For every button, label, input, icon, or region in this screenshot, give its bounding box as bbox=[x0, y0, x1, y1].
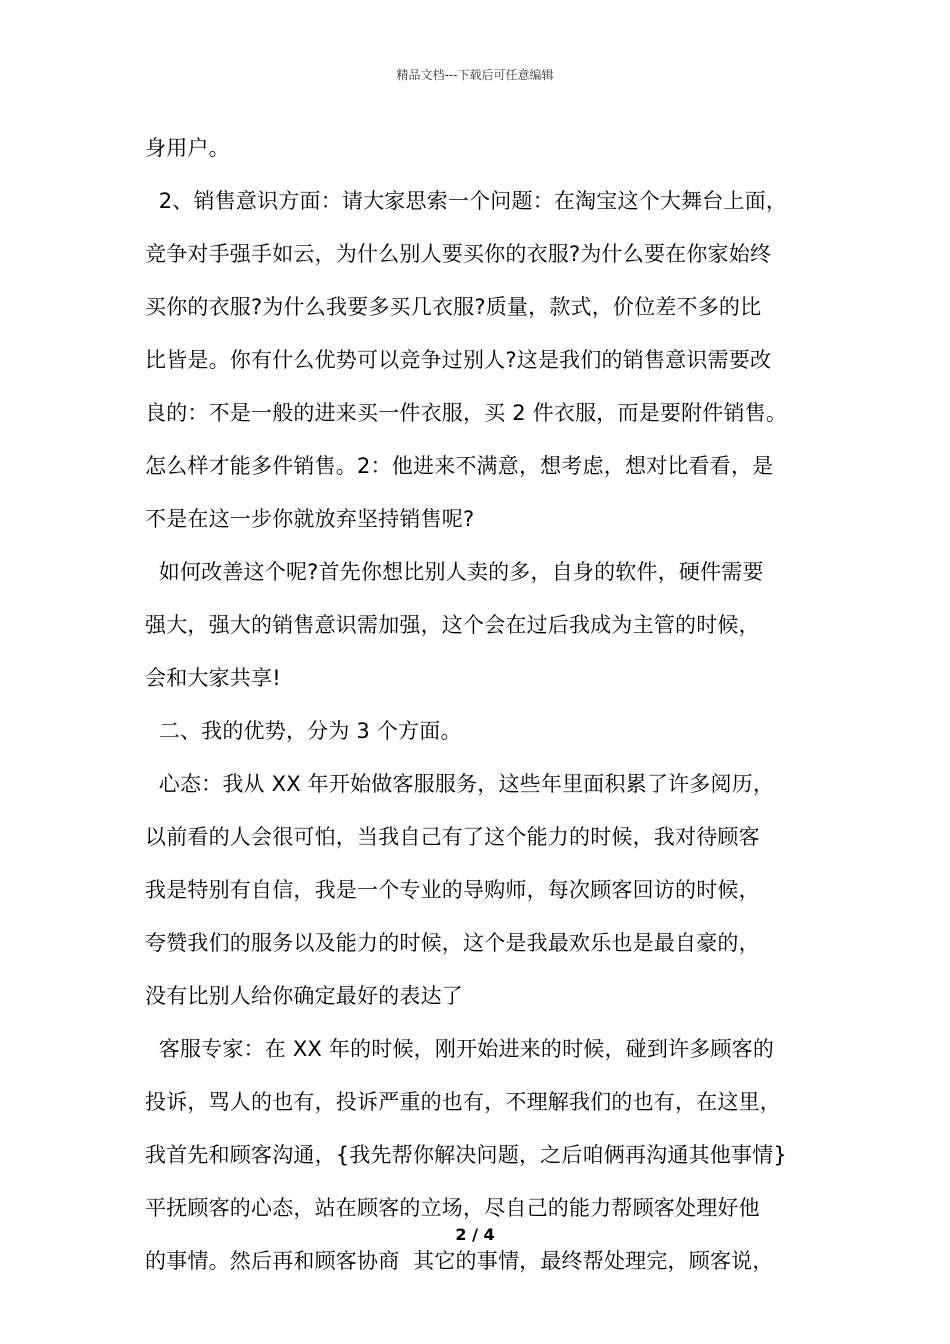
text-line: 的事情。然后再和顾客协商 其它的事情，最终帮处理完，顾客说， bbox=[145, 1249, 774, 1273]
text-line: 良的：不是一般的进来买一件衣服，买 2 件衣服，而是要附件销售。 bbox=[145, 401, 788, 425]
text-line: 比皆是。你有什么优势可以竞争过别人?这是我们的销售意识需要改 bbox=[145, 348, 772, 372]
text-line: 二、我的优势，分为 3 个方面。 bbox=[145, 719, 462, 743]
text-line: 会和大家共享! bbox=[145, 666, 281, 690]
page-header: 精品文档---下载后可任意编辑 bbox=[396, 68, 554, 82]
text-line: 竞争对手强手如云，为什么别人要买你的衣服?为什么要在你家始终 bbox=[145, 242, 772, 266]
text-line: 平抚顾客的心态，站在顾客的立场，尽自己的能力帮顾客处理好他 bbox=[145, 1196, 760, 1220]
text-line: 夸赞我们的服务以及能力的时候，这个是我最欢乐也是最自豪的， bbox=[145, 931, 760, 955]
text-line: 客服专家：在 XX 年的时候，刚开始进来的时候，碰到许多顾客的 bbox=[145, 1037, 775, 1061]
page-number: 2 / 4 bbox=[455, 1225, 495, 1244]
text-line: 强大，强大的销售意识需加强，这个会在过后我成为主管的时候， bbox=[145, 613, 760, 637]
text-line: 以前看的人会很可怕，当我自己有了这个能力的时候，我对待顾客 bbox=[145, 825, 760, 849]
text-line: 不是在这一步你就放弃坚持销售呢? bbox=[145, 507, 475, 531]
document-body bbox=[145, 130, 825, 1296]
text-line: 怎么样才能多件销售。2：他进来不满意，想考虑，想对比看看，是 bbox=[145, 454, 774, 478]
text-line: 买你的衣服?为什么我要多买几衣服?质量，款式，价位差不多的比 bbox=[145, 295, 762, 319]
text-line: 心态：我从 XX 年开始做客服服务，这些年里面积累了许多阅历， bbox=[145, 772, 775, 796]
text-line: 我首先和顾客沟通，{我先帮你解决问题，之后咱俩再沟通其他事情} bbox=[145, 1143, 787, 1167]
text-line: 投诉，骂人的也有，投诉严重的也有，不理解我们的也有，在这里， bbox=[145, 1090, 781, 1114]
text-line: 身用户。 bbox=[145, 136, 230, 160]
text-line: 我是特别有自信，我是一个专业的导购师，每次顾客回访的时候， bbox=[145, 878, 760, 902]
text-line: 如何改善这个呢?首先你想比别人卖的多，自身的软件，硬件需要 bbox=[145, 560, 764, 584]
text-line: 没有比别人给你确定最好的表达了 bbox=[145, 984, 463, 1008]
text-line: 2、销售意识方面：请大家思索一个问题：在淘宝这个大舞台上面， bbox=[145, 189, 788, 213]
